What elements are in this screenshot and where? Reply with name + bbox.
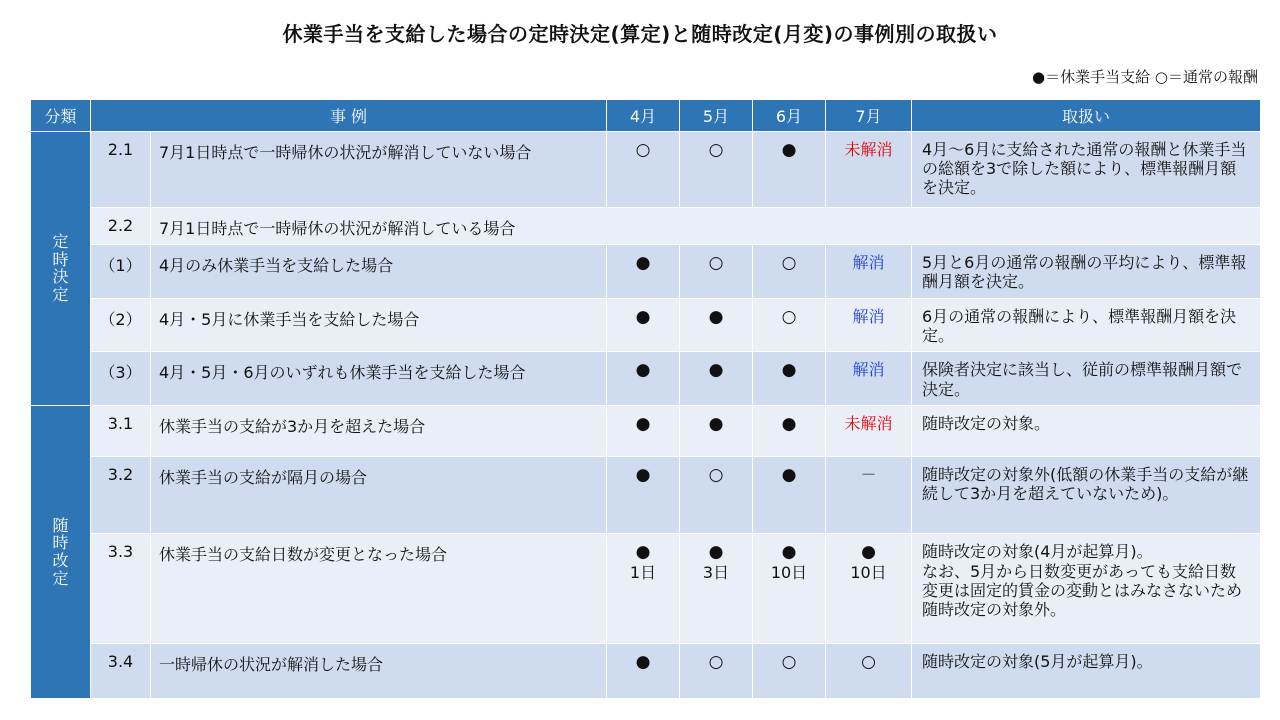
status-jul: 未解消 — [826, 132, 912, 208]
mark-may: ● — [680, 406, 753, 457]
mark-jun: ● — [753, 457, 826, 534]
header-jun: 6月 — [753, 100, 826, 132]
table-row — [31, 352, 1261, 406]
mark-apr: ● — [607, 244, 680, 298]
mark-jun: ● — [753, 352, 826, 406]
mark-apr: ● — [607, 298, 680, 352]
table-row — [31, 132, 1261, 208]
row-handling: 4月～6月に支給された通常の報酬と休業手当の総額を3で除した額により、標準報酬月額を決定。 — [912, 132, 1261, 208]
row-number: 2.2 — [91, 208, 151, 245]
mark-symbol: ● — [781, 542, 797, 563]
category-zuiji: 随時改定 — [31, 406, 91, 699]
row-number: （3） — [91, 352, 151, 406]
header-handling: 取扱い — [912, 100, 1261, 132]
handling-line-1: 随時改定の対象(4月が起算月)。 — [922, 542, 1153, 562]
row-number: （1） — [91, 244, 151, 298]
days-jun: 10日 — [770, 562, 808, 582]
header-case: 事 例 — [91, 100, 607, 132]
cases-table — [30, 99, 1261, 699]
table-row — [31, 244, 1261, 298]
mark-jun — [753, 534, 826, 644]
status-jul: 解消 — [826, 244, 912, 298]
days-may: 3日 — [702, 562, 730, 582]
mark-may: ○ — [680, 132, 753, 208]
row-number: 2.1 — [91, 132, 151, 208]
table-row — [31, 298, 1261, 352]
mark-apr: ● — [607, 352, 680, 406]
days-apr: 1日 — [629, 562, 657, 582]
header-category: 分類 — [31, 100, 91, 132]
category-teiji: 定時決定 — [31, 132, 91, 406]
handling-line-2: なお、5月から日数変更があっても支給日数変更は固定的賃金の変動とはみなさないため随時改定の対象外。 — [922, 561, 1243, 619]
row-description: 休業手当の支給日数が変更となった場合 — [151, 534, 607, 644]
table-row — [31, 534, 1261, 644]
row-description: 7月1日時点で一時帰休の状況が解消していない場合 — [151, 132, 607, 208]
row-handling: 5月と6月の通常の報酬の平均により、標準報酬月額を決定。 — [912, 244, 1261, 298]
mark-apr: ● — [607, 644, 680, 699]
mark-may: ○ — [680, 457, 753, 534]
table-row — [31, 644, 1261, 699]
mark-jun: ○ — [753, 644, 826, 699]
row-handling: 随時改定の対象(5月が起算月)。 — [912, 644, 1261, 699]
mark-jun: ● — [753, 406, 826, 457]
row-handling: 随時改定の対象外(低額の休業手当の支給が継続して3か月を超えていないため)。 — [912, 457, 1261, 534]
mark-apr: ○ — [607, 132, 680, 208]
status-jul: 解消 — [826, 352, 912, 406]
mark-apr: ● — [607, 457, 680, 534]
row-description: 一時帰休の状況が解消した場合 — [151, 644, 607, 699]
mark-jun: ○ — [753, 244, 826, 298]
row-number: 3.1 — [91, 406, 151, 457]
row-handling: 随時改定の対象。 — [912, 406, 1261, 457]
mark-apr: ● — [607, 406, 680, 457]
row-handling: 保険者決定に該当し、従前の標準報酬月額で決定。 — [912, 352, 1261, 406]
mark-may: ○ — [680, 644, 753, 699]
mark-jul — [826, 534, 912, 644]
table-row — [31, 406, 1261, 457]
row-handling: 6月の通常の報酬により、標準報酬月額を決定。 — [912, 298, 1261, 352]
row-number: 3.2 — [91, 457, 151, 534]
mark-jun: ● — [753, 132, 826, 208]
header-may: 5月 — [680, 100, 753, 132]
row-description: 休業手当の支給が3か月を超えた場合 — [151, 406, 607, 457]
mark-jul: ○ — [826, 644, 912, 699]
legend: ●＝休業手当支給 ○＝通常の報酬 — [1032, 68, 1258, 86]
header-apr: 4月 — [607, 100, 680, 132]
status-jul: 未解消 — [826, 406, 912, 457]
table-row — [31, 208, 1261, 245]
row-number: 3.4 — [91, 644, 151, 699]
mark-symbol: ● — [635, 542, 651, 563]
header-jul: 7月 — [826, 100, 912, 132]
mark-jun: ○ — [753, 298, 826, 352]
status-jul: 解消 — [826, 298, 912, 352]
mark-may: ○ — [680, 244, 753, 298]
mark-apr — [607, 534, 680, 644]
row-description: 4月・5月に休業手当を支給した場合 — [151, 298, 607, 352]
mark-may — [680, 534, 753, 644]
days-jul: 10日 — [850, 562, 887, 582]
page-title: 休業手当を支給した場合の定時決定(算定)と随時改定(月変)の事例別の取扱い — [282, 22, 998, 46]
mark-symbol: ● — [861, 542, 876, 563]
row-description: 4月のみ休業手当を支給した場合 — [151, 244, 607, 298]
mark-may: ● — [680, 298, 753, 352]
mark-symbol: ● — [708, 542, 724, 563]
mark-may: ● — [680, 352, 753, 406]
status-jul: － — [826, 457, 912, 534]
row-number: （2） — [91, 298, 151, 352]
row-description: 7月1日時点で一時帰休の状況が解消している場合 — [151, 208, 1261, 245]
row-description: 4月・5月・6月のいずれも休業手当を支給した場合 — [151, 352, 607, 406]
row-description: 休業手当の支給が隔月の場合 — [151, 457, 607, 534]
table-row — [31, 457, 1261, 534]
row-number: 3.3 — [91, 534, 151, 644]
row-handling — [912, 534, 1261, 644]
